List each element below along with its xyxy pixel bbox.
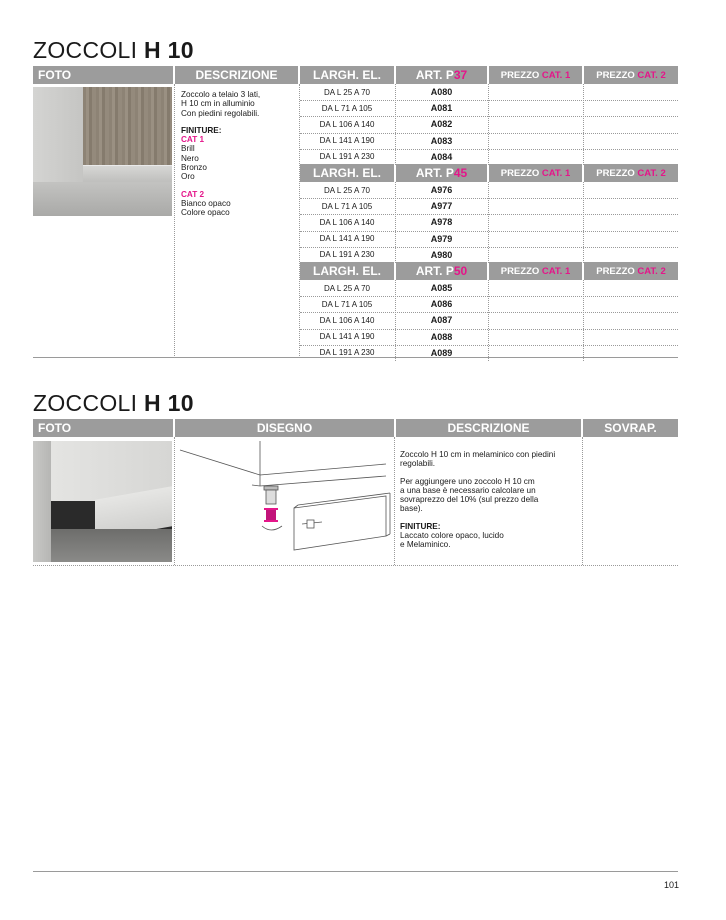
- header-largh: LARGH. EL.: [300, 262, 394, 280]
- column-divider: [488, 84, 489, 165]
- article-code-cell: A080: [430, 87, 453, 98]
- width-range-cell: DA L 71 A 105: [321, 201, 373, 211]
- header-prezzo-cat1: PREZZO CAT. 1: [489, 164, 582, 182]
- header-largh: LARGH. EL.: [300, 164, 394, 182]
- desc-line: regolabili.: [400, 459, 436, 469]
- melamine-plinth-photo: [33, 441, 172, 562]
- header-largh: LARGH. EL.: [300, 66, 394, 84]
- finish-item: Bronzo: [181, 163, 207, 173]
- desc-line: base).: [400, 504, 423, 514]
- header-prezzo-cat1: PREZZO CAT. 1: [489, 262, 582, 280]
- width-range-cell: DA L 191 A 230: [319, 250, 375, 260]
- width-range-cell: DA L 106 A 140: [319, 217, 375, 227]
- article-code-cell: A085: [430, 283, 453, 294]
- width-range-cell: DA L 141 A 190: [319, 136, 375, 146]
- width-range-cell: DA L 106 A 140: [319, 315, 375, 325]
- header-art: ART. P 45: [396, 164, 487, 182]
- desc-line: Per aggiungere uno zoccolo H 10 cm: [400, 476, 535, 486]
- section1-title: [33, 37, 194, 64]
- finish-item: Colore opaco: [181, 208, 230, 218]
- desc-line: Zoccolo a telaio 3 lati,: [181, 90, 261, 99]
- cat2-label: CAT 2: [181, 189, 205, 199]
- article-code-cell: A977: [430, 201, 453, 212]
- header-foto: FOTO: [33, 66, 173, 84]
- desc-line: H 10 cm in alluminio: [181, 99, 255, 109]
- melamine-description: [400, 450, 578, 550]
- header-art: ART. P 37: [396, 66, 487, 84]
- width-range-cell: DA L 106 A 140: [319, 119, 375, 129]
- article-code-cell: A980: [430, 249, 453, 260]
- column-divider: [582, 437, 583, 565]
- cat1-label: CAT 1: [181, 135, 205, 145]
- section2-title-bold: H 10: [144, 390, 194, 416]
- column-divider: [395, 84, 396, 165]
- plinth-photo: [33, 87, 172, 216]
- column-divider: [395, 280, 396, 361]
- desc-line: Zoccolo H 10 cm in melaminico con piedini: [400, 450, 556, 459]
- column-divider: [488, 280, 489, 361]
- table-bottom-rule: [33, 565, 678, 566]
- finish-item: Laccato colore opaco, lucido: [400, 531, 504, 541]
- header-descrizione-2: DESCRIZIONE: [396, 419, 581, 437]
- desc-line: a una base è necessario calcolare un: [400, 485, 536, 495]
- column-divider: [174, 437, 175, 565]
- column-divider: [395, 182, 396, 263]
- article-code-cell: A083: [430, 135, 453, 146]
- column-divider: [583, 84, 584, 165]
- width-range-cell: DA L 71 A 105: [321, 299, 373, 309]
- desc-line: Con piedini regolabili.: [181, 108, 260, 118]
- article-code-cell: A976: [430, 185, 453, 196]
- header-prezzo-cat2: PREZZO CAT. 2: [584, 66, 678, 84]
- plinth-description: [181, 90, 296, 218]
- column-divider: [394, 437, 395, 565]
- column-divider: [583, 280, 584, 361]
- width-range-cell: DA L 191 A 230: [319, 152, 375, 162]
- article-code-cell: A088: [430, 331, 453, 342]
- plinth-drawing: [176, 438, 394, 564]
- article-code-cell: A089: [430, 347, 453, 358]
- header-art: ART. P 50: [396, 262, 487, 280]
- finish-item: Nero: [181, 153, 199, 163]
- article-code-cell: A978: [430, 217, 453, 228]
- article-code-cell: A086: [430, 299, 453, 310]
- article-code-cell: A082: [430, 119, 453, 130]
- width-range-cell: DA L 25 A 70: [324, 283, 370, 293]
- table-bottom-rule: [33, 357, 678, 358]
- header-sovrap: SOVRAP.: [583, 419, 678, 437]
- finish-item: Oro: [181, 172, 195, 182]
- column-divider: [299, 84, 300, 358]
- article-code-cell: A087: [430, 315, 453, 326]
- width-range-cell: DA L 141 A 190: [319, 234, 375, 244]
- header-disegno: DISEGNO: [175, 419, 394, 437]
- section2-title-light: ZOCCOLI: [33, 390, 138, 416]
- column-divider: [488, 182, 489, 263]
- header-prezzo-cat1: PREZZO CAT. 1: [489, 66, 582, 84]
- finish-item: Brill: [181, 144, 195, 154]
- finish-item: e Melaminico.: [400, 540, 451, 550]
- footer-rule: [33, 871, 678, 872]
- finish-item: Bianco opaco: [181, 198, 231, 208]
- header-prezzo-cat2: PREZZO CAT. 2: [584, 164, 678, 182]
- width-range-cell: DA L 25 A 70: [324, 87, 370, 97]
- section2-title: [33, 390, 194, 417]
- article-code-cell: A979: [430, 233, 453, 244]
- header-foto-2: FOTO: [33, 419, 173, 437]
- finiture-label: FINITURE:: [181, 125, 222, 135]
- width-range-cell: DA L 141 A 190: [319, 332, 375, 342]
- width-range-cell: DA L 191 A 230: [319, 348, 375, 358]
- column-divider: [174, 84, 175, 358]
- section1-title-bold: H 10: [144, 37, 194, 63]
- header-descrizione: DESCRIZIONE: [175, 66, 298, 84]
- finiture-label-2: FINITURE:: [400, 521, 441, 531]
- header-prezzo-cat2: PREZZO CAT. 2: [584, 262, 678, 280]
- width-range-cell: DA L 71 A 105: [321, 103, 373, 113]
- article-code-cell: A081: [430, 103, 453, 114]
- page-number: 101: [663, 880, 679, 890]
- section1-title-light: ZOCCOLI: [33, 37, 138, 63]
- desc-line: sovraprezzo del 10% (sul prezzo della: [400, 495, 539, 505]
- width-range-cell: DA L 25 A 70: [324, 185, 370, 195]
- column-divider: [583, 182, 584, 263]
- article-code-cell: A084: [430, 151, 453, 162]
